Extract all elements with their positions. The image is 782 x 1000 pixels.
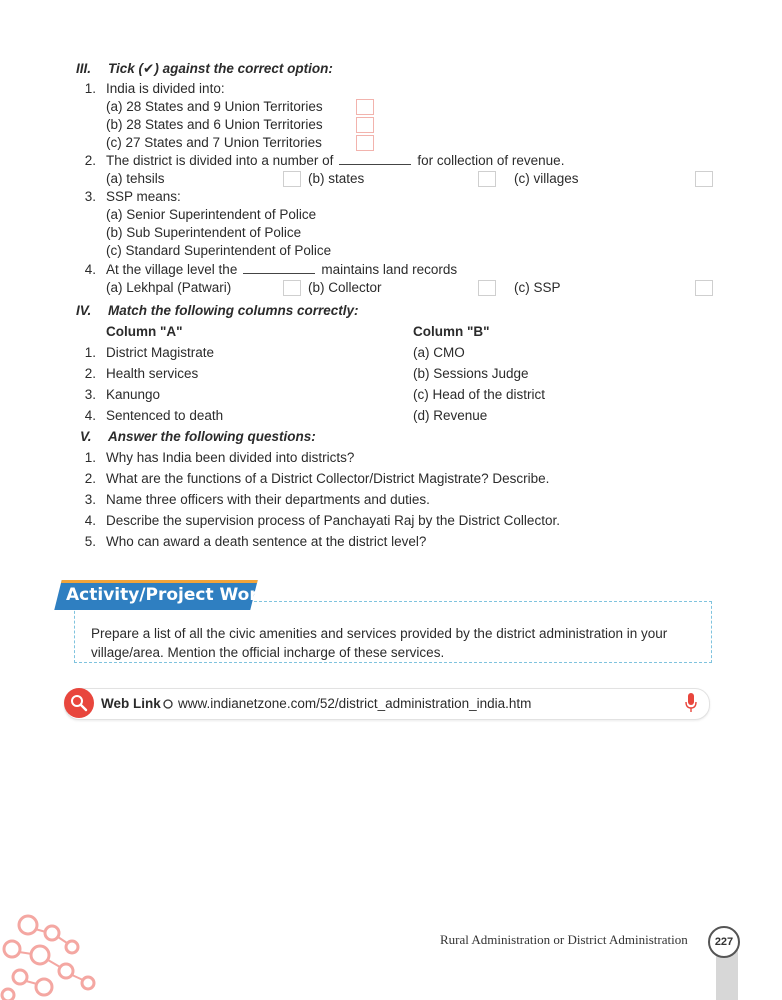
match-row-number: 1.	[84, 345, 96, 360]
q3-2-option-a: (a) tehsils	[106, 171, 165, 186]
match-column-b-item: (d) Revenue	[413, 408, 488, 423]
q3-4-text-before: At the village level the	[106, 262, 238, 277]
q3-2-blank	[339, 152, 411, 165]
q3-4-option-a: (a) Lekhpal (Patwari)	[106, 280, 232, 295]
q3-4-option-c-checkbox[interactable]	[695, 280, 713, 296]
section-4-title: Match the following columns correctly:	[108, 303, 359, 318]
q3-4-number: 4.	[84, 262, 96, 277]
q3-4-blank	[243, 261, 315, 274]
q3-1-option-b: (b) 28 States and 6 Union Territories	[106, 117, 323, 132]
activity-text: Prepare a list of all the civic amenities and services provided by the district administration in your village/area. Mention the official incharge of these services.	[91, 626, 668, 660]
match-column-a-item: District Magistrate	[106, 345, 215, 360]
ring-bullet-icon	[162, 698, 174, 710]
q3-2-number: 2.	[84, 153, 96, 168]
q3-2-text-after: for collection of revenue.	[417, 153, 565, 168]
q3-3-number: 3.	[84, 189, 96, 204]
question-number: 5.	[84, 534, 96, 549]
q3-4-option-b-checkbox[interactable]	[478, 280, 496, 296]
match-column-b-item: (c) Head of the district	[413, 387, 546, 402]
question-text: Why has India been divided into districts?	[106, 450, 355, 465]
question-number: 2.	[84, 471, 96, 486]
q3-4-option-b: (b) Collector	[308, 280, 382, 295]
q3-2-option-c-checkbox[interactable]	[695, 171, 713, 187]
section-4-number: IV.	[76, 303, 92, 318]
q3-1-option-c: (c) 27 States and 7 Union Territories	[106, 135, 322, 150]
question-number: 4.	[84, 513, 96, 528]
match-column-b-item: (b) Sessions Judge	[413, 366, 529, 381]
match-column-b-item: (a) CMO	[413, 345, 465, 360]
question-text: Who can award a death sentence at the district level?	[106, 534, 427, 549]
match-row-number: 4.	[84, 408, 96, 423]
q3-3-option-c: (c) Standard Superintendent of Police	[106, 243, 332, 258]
q3-1-option-c-checkbox[interactable]	[356, 135, 374, 151]
q3-3-option-b: (b) Sub Superintendent of Police	[106, 225, 302, 240]
q3-2-option-b-checkbox[interactable]	[478, 171, 496, 187]
q3-3-text: SSP means:	[106, 189, 181, 204]
footer-chapter-title: Rural Administration or District Administration	[440, 932, 688, 947]
match-column-a-item: Sentenced to death	[106, 408, 224, 423]
section-5-title: Answer the following questions:	[108, 429, 316, 444]
match-column-a-item: Kanungo	[106, 387, 161, 402]
page-number: 227	[708, 926, 740, 958]
q3-2-option-b: (b) states	[308, 171, 365, 186]
question-number: 3.	[84, 492, 96, 507]
match-row-number: 3.	[84, 387, 96, 402]
web-link-url[interactable]: www.indianetzone.com/52/district_administration_india.htm	[178, 696, 532, 711]
q3-1-option-a: (a) 28 States and 9 Union Territories	[106, 99, 323, 114]
q3-1-option-b-checkbox[interactable]	[356, 117, 374, 133]
q3-1-number: 1.	[84, 81, 96, 96]
match-column-a-item: Health services	[106, 366, 199, 381]
q3-4-text-after: maintains land records	[321, 262, 458, 277]
match-row-number: 2.	[84, 366, 96, 381]
decorative-circles-icon	[0, 905, 110, 1000]
q3-2-text-before: The district is divided into a number of	[106, 153, 334, 168]
section-3-number: III.	[76, 61, 92, 76]
question-text: Describe the supervision process of Panchayati Raj by the District Collector.	[106, 513, 560, 528]
search-icon	[64, 688, 94, 718]
q3-1-text: India is divided into:	[106, 81, 225, 96]
column-b-heading: Column "B"	[413, 324, 490, 339]
web-link-label: Web Link	[101, 696, 161, 711]
q3-1-option-a-checkbox[interactable]	[356, 99, 374, 115]
q3-3-option-a: (a) Senior Superintendent of Police	[106, 207, 317, 222]
web-link-search-button[interactable]	[64, 688, 94, 718]
q3-2-option-a-checkbox[interactable]	[283, 171, 301, 187]
column-a-heading: Column "A"	[106, 324, 183, 339]
question-text: What are the functions of a District Collector/District Magistrate? Describe.	[106, 471, 550, 486]
question-number: 1.	[84, 450, 96, 465]
section-3-title: Tick (✔) against the correct option:	[108, 61, 333, 76]
q3-4-option-a-checkbox[interactable]	[283, 280, 301, 296]
section-5-number: V.	[80, 429, 92, 444]
q3-4-option-c: (c) SSP	[514, 280, 561, 295]
q3-4-text	[106, 261, 457, 278]
microphone-icon[interactable]	[684, 692, 698, 714]
activity-title: Activity/Project Work	[66, 585, 270, 605]
q3-2-option-c: (c) villages	[514, 171, 579, 186]
question-text: Name three officers with their departments and duties.	[106, 492, 430, 507]
q3-2-text	[106, 152, 564, 169]
